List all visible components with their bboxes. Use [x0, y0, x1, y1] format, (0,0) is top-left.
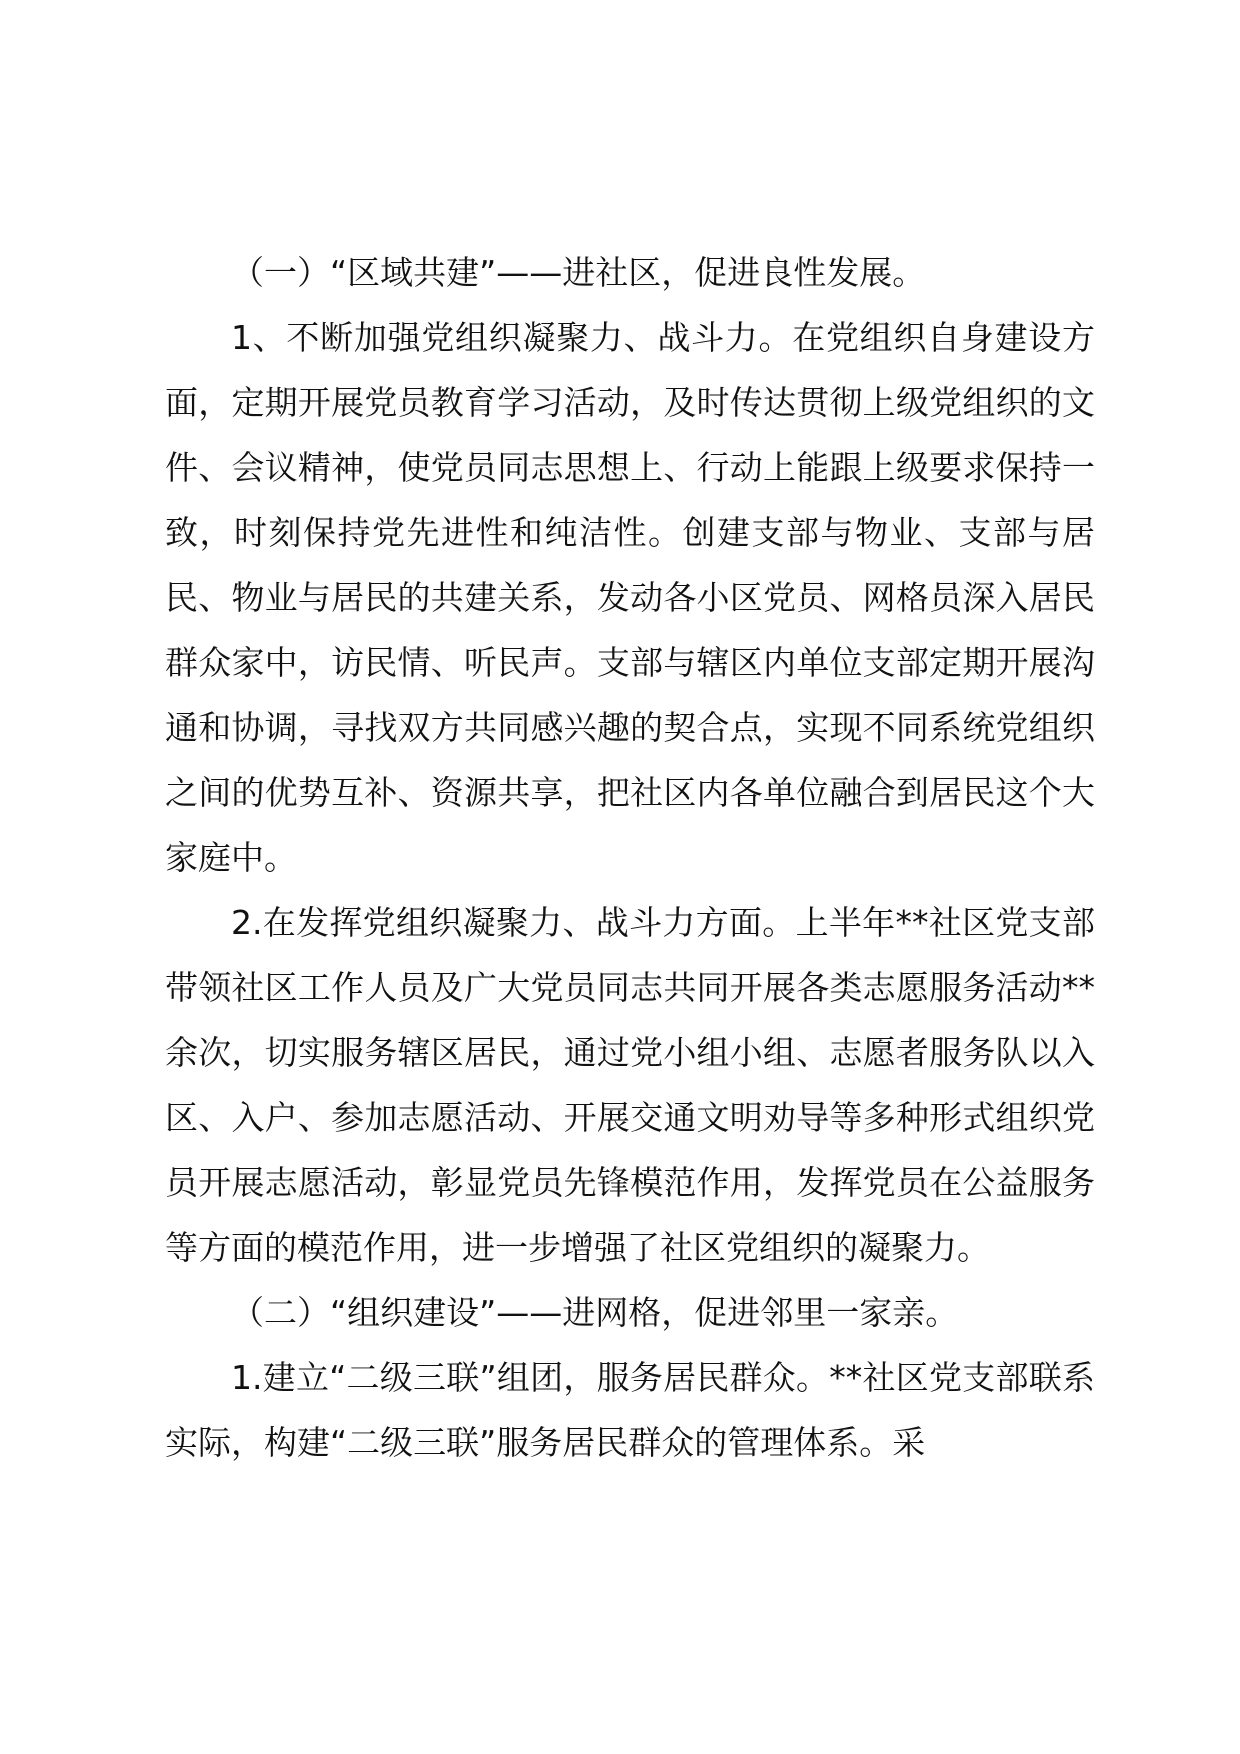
- body-paragraph-3: 1.建立“二级三联”组团，服务居民群众。**社区党支部联系实际，构建“二级三联”服务居民群众的管理体系。采: [165, 1358, 1095, 1462]
- body-paragraph-1: 1、不断加强党组织凝聚力、战斗力。在党组织自身建设方面，定期开展党员教育学习活动，及时传达贯彻上级党组织的文件、会议精神，使党员同志思想上、行动上能跟上级要求保持一致，时刻保持党先进性和纯洁性。创建支部与物业、支部与居民、物业与居民的共建关系，发动各小区党员、网格员深入居民群众家中，访民情、听民声。支部与辖区内单位支部定期开展沟通和协调，寻找双方共同感兴趣的契合点，实现不同系统党组织之间的优势互补、资源共享，把社区内各单位融合到居民这个大家庭中。: [165, 318, 1095, 877]
- document-body: [165, 240, 1095, 1475]
- body-paragraph-2: 2.在发挥党组织凝聚力、战斗力方面。上半年**社区党支部带领社区工作人员及广大党员同志共同开展各类志愿服务活动**余次，切实服务辖区居民，通过党小组小组、志愿者服务队以入区、入户、参加志愿活动、开展交通文明劝导等多种形式组织党员开展志愿活动，彰显党员先锋模范作用，发挥党员在公益服务等方面的模范作用，进一步增强了社区党组织的凝聚力。: [165, 903, 1095, 1267]
- section-heading-1: （一）“区域共建”——进社区，促进良性发展。: [231, 253, 926, 292]
- section-heading-2: （二）“组织建设”——进网格，促进邻里一家亲。: [231, 1293, 959, 1332]
